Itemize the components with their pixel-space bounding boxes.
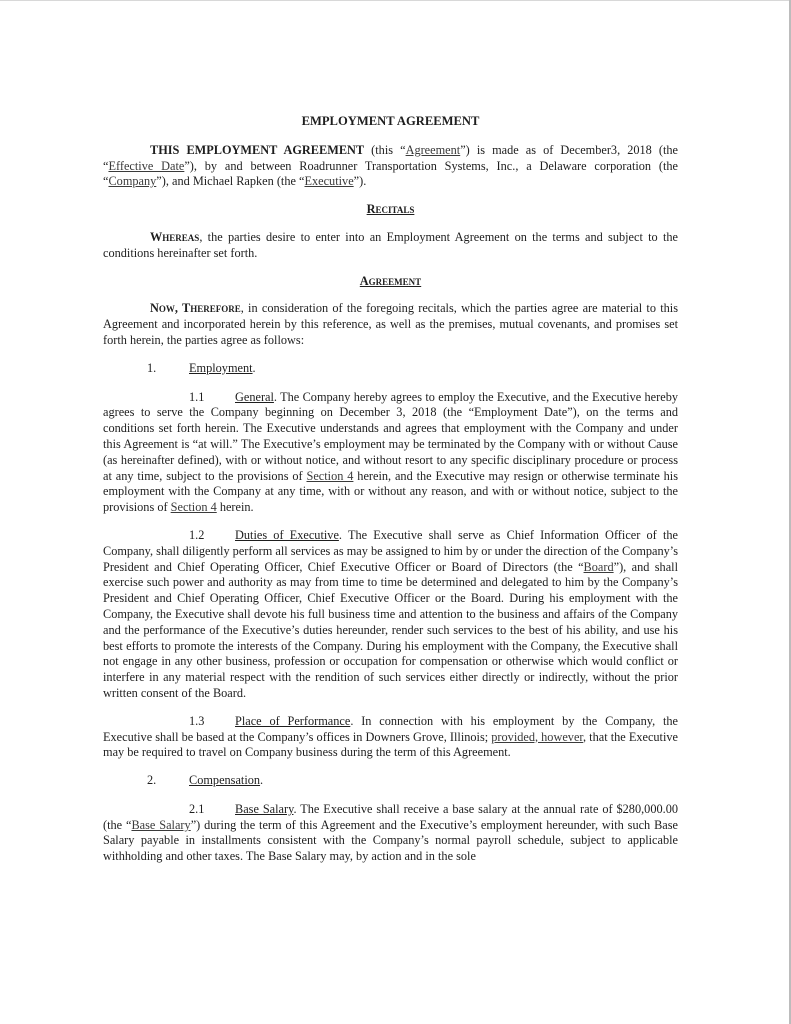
defined-term-agreement: Agreement — [405, 142, 461, 157]
section-1-heading: 1. Employment. — [103, 361, 678, 377]
section-1-1-number: 1.1 — [189, 389, 205, 404]
section-2-heading: 2. Compensation. — [103, 773, 678, 789]
document-page — [103, 110, 678, 877]
intro-paragraph: THIS EMPLOYMENT AGREEMENT (this “Agreement”) is made as of December3, 2018 (the “Effective Date”), by and between Roadrunner Transportation Systems, Inc., a Delaware corporation (the “Company”), and Michael Rapken (the “Executive”). — [103, 142, 678, 189]
document-title: EMPLOYMENT AGREEMENT — [301, 114, 480, 128]
section-1-3-paragraph: 1.3 Place of Performance. In connection with his employment by the Company, the Executive shall be based at the Company’s offices in Downers Grove, Illinois; provided, however, that the Executive may be required to travel on Company business during the term of this Agreement. — [103, 713, 678, 760]
section-2-1-title: Base Salary — [235, 801, 294, 816]
section-4-reference: Section 4 — [170, 500, 217, 515]
recitals-heading: Recitals — [366, 202, 415, 217]
section-2-1-number: 2.1 — [189, 801, 205, 816]
proviso-text: provided, however — [491, 729, 584, 744]
defined-term-effective-date: Effective Date — [108, 158, 185, 173]
agreement-heading: Agreement — [359, 273, 422, 288]
defined-term-company: Company — [108, 174, 157, 189]
section-2-1-paragraph: 2.1 Base Salary. The Executive shall receive a base salary at the annual rate of $280,000.00 (the “Base Salary”) during the term of this Agreement and the Executive’s employment hereunder, with such Base Salary payable in installments consistent with the Company’s normal payroll schedule, subject to applicable withholding and other taxes. The Base Salary may, by action and in the sole — [103, 801, 678, 864]
section-4-reference: Section 4 — [306, 468, 354, 483]
section-1-3-title: Place of Performance — [235, 713, 351, 728]
scan-edge-top — [0, 0, 791, 1]
section-2-title: Compensation — [189, 773, 261, 788]
section-1-1-title: General — [235, 389, 274, 404]
agreement-paragraph: Now, Therefore, in consideration of the foregoing recitals, which the parties agree are material to this Agreement and incorporated herein by this reference, as well as the premises, mutual covenants, and promises set forth herein, the parties agree as follows: — [103, 301, 678, 347]
section-1-2-title: Duties of Executive — [235, 527, 339, 542]
defined-term-base-salary: Base Salary — [131, 817, 191, 832]
section-1-number: 1. — [147, 360, 157, 375]
recitals-paragraph: Whereas, the parties desire to enter into an Employment Agreement on the terms and subject to the conditions hereinafter set forth. — [103, 229, 678, 260]
section-1-3-number: 1.3 — [189, 713, 205, 728]
defined-term-board: Board — [583, 559, 614, 574]
section-1-2-paragraph: 1.2 Duties of Executive. The Executive shall serve as Chief Information Officer of the Company, shall diligently perform all services as may be assigned to him by or under the direction of the Company’s President and Chief Operating Officer, Chief Executive Officer or Board of Directors (the “Board”), and shall exercise such power and authority as may from time to time be determined and delegated to him by the Company’s President and Chief Operating Officer, Chief Executive Officer or the Board. During his employment with the Company, the Executive shall devote his full business time and attention to the business and affairs of the Company and the performance of the Executive’s duties hereunder, render such services to the best of his ability, and use his best efforts to promote the interests of the Company. During his employment with the Company, the Executive shall not engage in any other business, profession or occupation for compensation or otherwise which would conflict or interfere in any material respect with the rendition of such services either directly or indirectly, without the prior written consent of the Board. — [103, 527, 678, 700]
agreement-lead: Now, Therefore — [150, 301, 241, 316]
section-1-title: Employment — [189, 360, 253, 375]
section-2-number: 2. — [147, 773, 157, 788]
section-1-2-number: 1.2 — [189, 527, 205, 542]
intro-lead: THIS EMPLOYMENT AGREEMENT — [150, 142, 365, 157]
defined-term-executive: Executive — [304, 174, 354, 189]
section-1-1-paragraph: 1.1 General. The Company hereby agrees to employ the Executive, and the Executive hereby agrees to serve the Company beginning on December 3, 2018 (the “Employment Date”), on the terms and conditions set forth herein. The Executive understands and agrees that employment with the Company and under this Agreement is “at will.” The Executive’s employment may be terminated by the Company with or without Cause (as hereinafter defined), with or without notice, and without resort to any specific disciplinary procedure or process at any time, subject to the provisions of Section 4 herein, and the Executive may resign or otherwise terminate his employment with the Company at any time, with or without any reason, and with or without notice, subject to the provisions of Section 4 herein. — [103, 389, 679, 515]
recitals-lead: Whereas — [150, 229, 200, 244]
